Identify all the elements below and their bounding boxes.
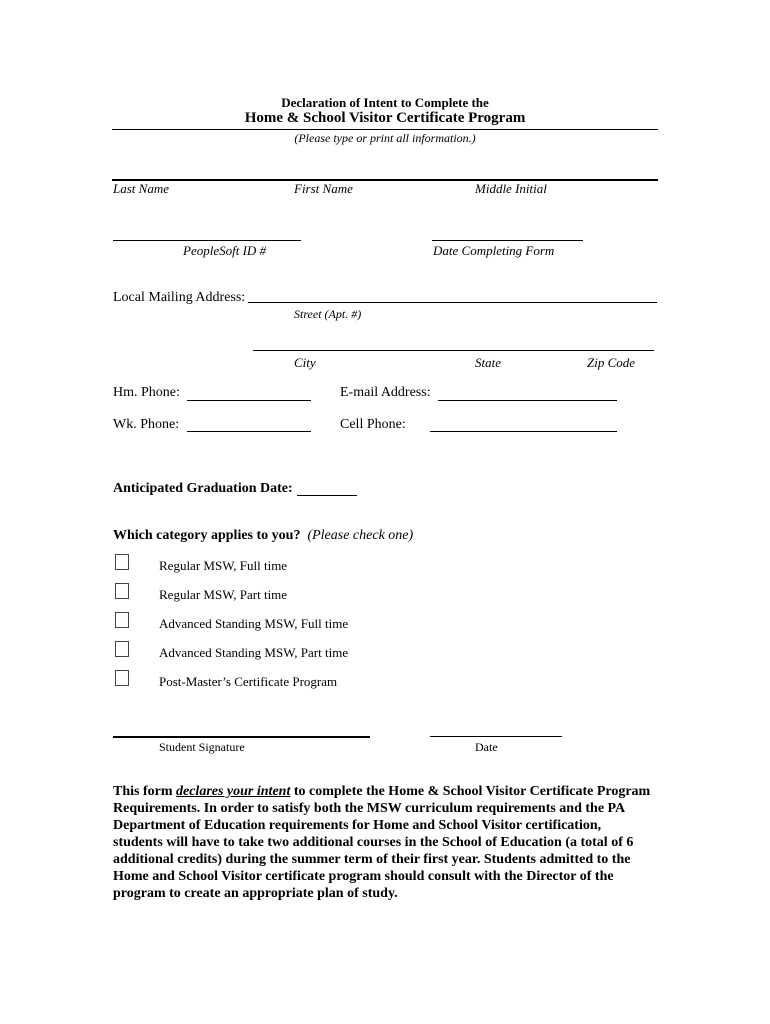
signature-date-field[interactable] [430,736,562,737]
graduation-date-label: Anticipated Graduation Date: [113,481,293,496]
cell-phone-field[interactable] [430,431,617,432]
email-label: E-mail Address: [340,385,431,400]
date-completing-field[interactable] [432,240,583,241]
checkbox-regular-full-time[interactable] [115,554,129,570]
notice-prefix: This form [113,784,176,799]
checkbox-regular-part-time[interactable] [115,583,129,599]
city-label: City [294,355,316,370]
name-field-line[interactable] [112,179,658,181]
notice-body: to complete the Home & School Visitor Certificate Program Requirements. In order to satisfy both the MSW curriculum requirements and the PA Department of Education requirements for Home and School Visitor certification, students will have to take two additional courses in the School of Education (a total of 6 additional credits) during the summer term of their first year. Students admitted to the Home and School Visitor certificate program should consult with the Director of the program to create an appropriate plan of study. [113,784,651,901]
option-label: Regular MSW, Part time [159,587,288,602]
mailing-address-label: Local Mailing Address: [113,290,246,305]
form-title-line2: Home & School Visitor Certificate Program [244,110,526,126]
option-label: Post-Master’s Certificate Program [159,674,338,689]
checkbox-post-masters[interactable] [115,670,129,686]
title-rule [112,129,658,130]
intent-notice [113,783,653,902]
category-question [113,528,413,544]
last-name-label: Last Name [113,181,169,196]
option-label: Advanced Standing MSW, Full time [159,616,349,631]
option-label: Advanced Standing MSW, Part time [159,645,349,660]
home-phone-field[interactable] [187,400,311,401]
home-phone-label: Hm. Phone: [113,385,180,400]
middle-initial-label: Middle Initial [475,181,547,196]
checkbox-advanced-part-time[interactable] [115,641,129,657]
cell-phone-label: Cell Phone: [340,417,406,432]
notice-emphasis: declares your intent [176,784,291,799]
option-label: Regular MSW, Full time [159,558,288,573]
email-field[interactable] [438,400,617,401]
form-instruction: (Please type or print all information.) [294,131,476,145]
signature-field[interactable] [113,736,370,738]
graduation-date-field[interactable] [297,495,357,496]
date-completing-label: Date Completing Form [433,243,555,258]
street-label: Street (Apt. #) [294,307,362,321]
signature-date-label: Date [475,740,498,754]
state-label: State [475,355,501,370]
peoplesoft-id-label: PeopleSoft ID # [183,243,267,258]
form-title-line1: Declaration of Intent to Complete the [281,95,489,110]
work-phone-field[interactable] [187,431,311,432]
street-field[interactable] [248,302,657,303]
work-phone-label: Wk. Phone: [113,417,180,432]
first-name-label: First Name [294,181,353,196]
checkbox-advanced-full-time[interactable] [115,612,129,628]
peoplesoft-id-field[interactable] [113,240,301,241]
zip-code-label: Zip Code [587,355,636,370]
category-question-text: Which category applies to you? [113,528,301,543]
category-hint: (Please check one) [307,528,414,543]
student-signature-label: Student Signature [159,740,245,754]
city-state-zip-field[interactable] [253,350,654,351]
